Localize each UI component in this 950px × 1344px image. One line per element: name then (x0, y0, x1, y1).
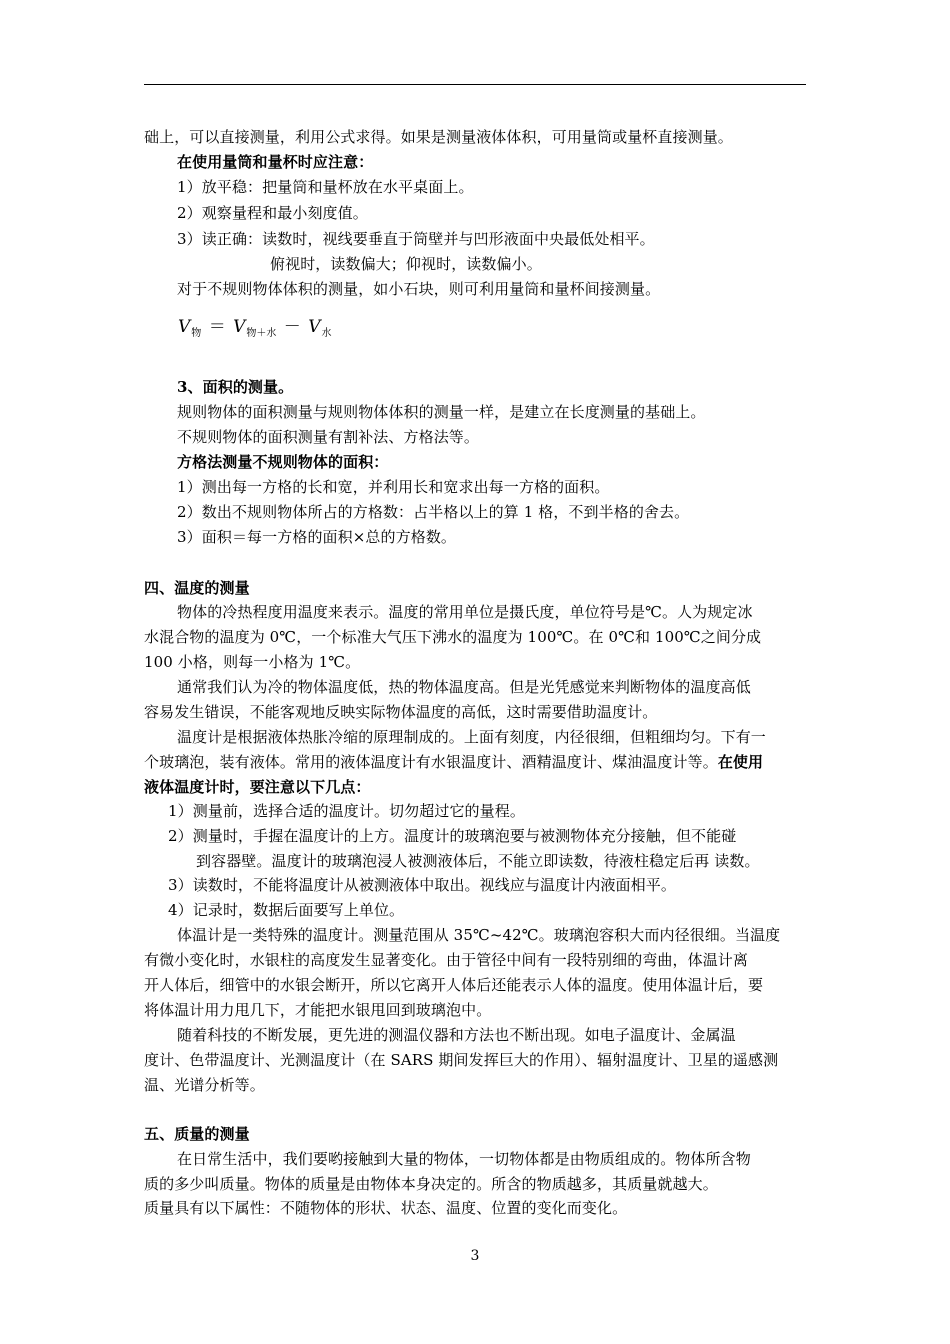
text-line: 不规则物体的面积测量有割补法、方格法等。 (177, 428, 480, 446)
formula-minus: － (283, 317, 301, 337)
list-item: 4）记录时，数据后面要写上单位。 (168, 901, 405, 919)
text-line: 体温计是一类特殊的温度计。测量范围从 35℃~42℃。玻璃泡容积大而内径很细。当温度 (177, 926, 781, 944)
formula-equals: ＝ (208, 317, 226, 337)
text-run-bold: 在使用 (717, 753, 764, 771)
text-run: 个玻璃泡，装有液体。常用的液体温度计有水银温度计、酒精温度计、煤油温度计等。 (144, 753, 718, 771)
formula-symbol: V (233, 317, 246, 337)
subheading: 在使用量筒和量杯时应注意： (177, 153, 374, 171)
text-line: 规则物体的面积测量与规则物体体积的测量一样，是建立在长度测量的基础上。 (177, 403, 706, 421)
section-heading-area: 3、面积的测量。 (177, 378, 294, 396)
text-line: 随着科技的不断发展，更先进的测温仪器和方法也不断出现。如电子温度计、金属温 (177, 1026, 736, 1044)
formula-symbol: V (178, 317, 191, 337)
list-item-continuation: 俯视时，读数偏大；仰视时，读数偏小。 (270, 255, 542, 273)
text-line: 将体温计用力甩几下，才能把水银甩回到玻璃泡中。 (144, 1001, 492, 1019)
list-item: 3）读正确：读数时，视线要垂直于筒壁并与凹形液面中央最低处相平。 (177, 230, 655, 248)
list-item: 3）面积＝每一方格的面积×总的方格数。 (177, 528, 457, 546)
text-line: 通常我们认为冷的物体温度低，热的物体温度高。但是光凭感觉来判断物体的温度高低 (177, 678, 751, 696)
list-item: 2）观察量程和最小刻度值。 (177, 204, 368, 222)
section-heading-temperature: 四、温度的测量 (144, 579, 250, 597)
text-line (144, 752, 806, 772)
text-line: 质的多少叫质量。物体的质量是由物体本身决定的。所含的物质越多，其质量就越大。 (144, 1175, 718, 1193)
list-item: 1）放平稳：把量筒和量杯放在水平桌面上。 (177, 178, 474, 196)
text-line: 开人体后，细管中的水银会断开，所以它离开人体后还能表示人体的温度。使用体温计后，要 (144, 976, 764, 994)
list-item: 1）测出每一方格的长和宽，并利用长和宽求出每一方格的面积。 (177, 478, 610, 496)
text-line: 在日常生活中，我们要哟接触到大量的物体，一切物体都是由物质组成的。物体所含物 (177, 1150, 751, 1168)
formula-subscript: 物 (191, 328, 202, 339)
list-item: 2）数出不规则物体所占的方格数：占半格以上的算 1 格，不到半格的舍去。 (177, 503, 690, 521)
section-heading-mass: 五、质量的测量 (144, 1125, 250, 1143)
text-line: 温度计是根据液体热胀冷缩的原理制成的。上面有刻度，内径很细，但粗细均匀。下有一 (177, 728, 766, 746)
subheading: 方格法测量不规则物体的面积： (177, 453, 389, 471)
text-line: 对于不规则物体体积的测量，如小石块，则可利用量筒和量杯间接测量。 (177, 280, 661, 298)
page-number: 3 (470, 1248, 480, 1264)
text-line: 温、光谱分析等。 (144, 1076, 265, 1094)
list-item: 1）测量前，选择合适的温度计。切勿超过它的量程。 (168, 802, 525, 820)
text-line: 水混合物的温度为 0℃，一个标准大气压下沸水的温度为 100℃。在 0℃和 100℃之间分成 (144, 628, 762, 646)
volume-formula (178, 312, 331, 339)
formula-symbol: V (308, 317, 321, 337)
text-line: 容易发生错误，不能客观地反映实际物体温度的高低，这时需要借助温度计。 (144, 703, 658, 721)
text-line: 有微小变化时，水银柱的高度发生显著变化。由于管径中间有一段特别细的弯曲，体温计离 (144, 951, 749, 969)
text-line: 质量具有以下属性：不随物体的形状、状态、温度、位置的变化而变化。 (144, 1199, 628, 1217)
text-line: 物体的冷热程度用温度来表示。温度的常用单位是摄氏度，单位符号是℃。人为规定冰 (177, 603, 753, 621)
text-line: 度计、色带温度计、光测温度计（在 SARS 期间发挥巨大的作用）、辐射温度计、卫星的遥感测 (144, 1051, 779, 1069)
text-line: 础上，可以直接测量，利用公式求得。如果是测量液体体积，可用量筒或量杯直接测量。 (144, 128, 733, 146)
text-line: 100 小格，则每一小格为 1℃。 (144, 653, 361, 671)
formula-subscript: 水 (321, 328, 332, 339)
header-rule (144, 84, 806, 85)
list-item: 3）读数时，不能将温度计从被测液体中取出。视线应与温度计内液面相平。 (168, 876, 676, 894)
text-line: 液体温度计时，要注意以下几点： (144, 778, 371, 796)
formula-subscript: 物＋水 (246, 328, 277, 339)
list-item-continuation: 到容器壁。温度计的玻璃泡浸人被测液体后，不能立即读数，待液柱稳定后再 读数。 (196, 852, 760, 870)
list-item: 2）测量时，手握在温度计的上方。温度计的玻璃泡要与被测物体充分接触，但不能碰 (168, 827, 737, 845)
